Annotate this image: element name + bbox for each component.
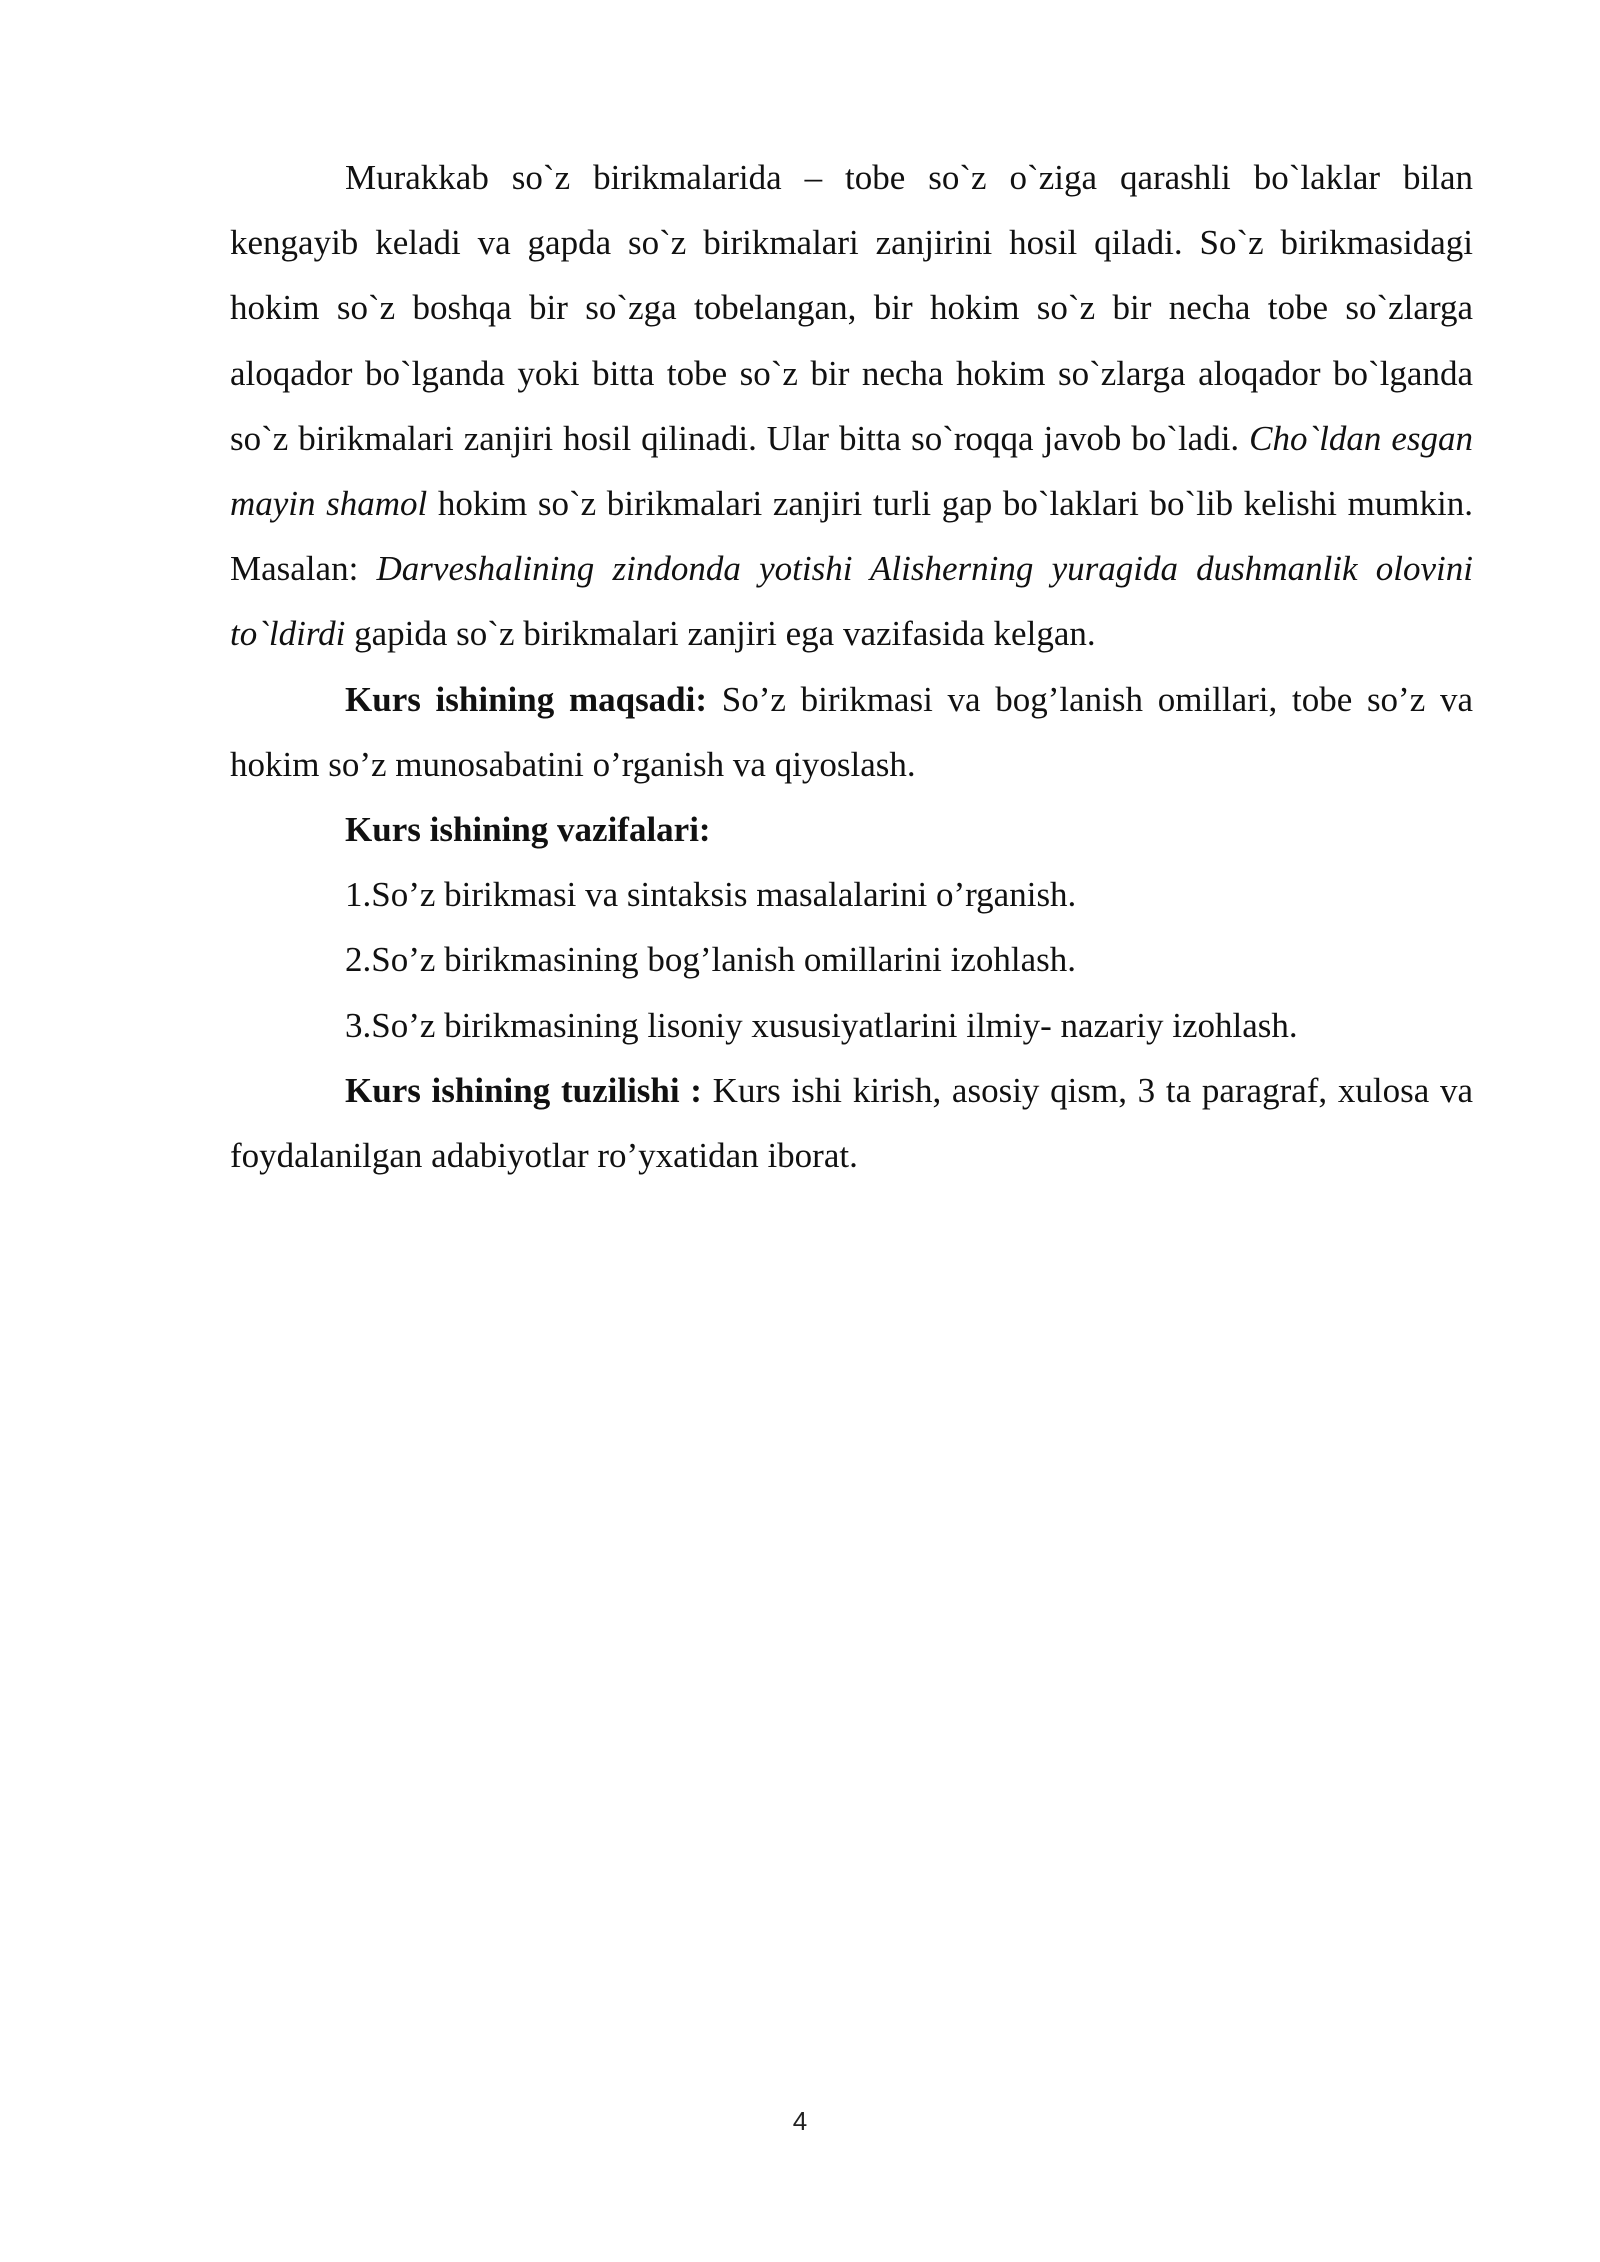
structure-label: Kurs ishining tuzilishi :: [345, 1070, 702, 1110]
goal-text: So’z birikmasi va bog’lanish omillari, tobe so’z va hokim so’z munosabatini o’rganish va qiyoslash.: [230, 679, 1473, 784]
goal-paragraph: [230, 667, 1473, 797]
page-number: 4: [792, 2106, 808, 2136]
task-item-2: 2.So’z birikmasining bog’lanish omillarini izohlash.: [345, 940, 1077, 980]
structure-text: Kurs ishi kirish, asosiy qism, 3 ta paragraf, xulosa va foydalanilgan adabiyotlar ro’yxatidan iborat.: [230, 1070, 1474, 1176]
intro-paragraph: [230, 145, 1473, 667]
tasks-heading: [230, 797, 1473, 862]
intro-text-a: Murakkab so`z birikmalarida – tobe so`z o`ziga qarashli bo`laklar bilan kengayib keladi va gapda so`z birikmalari zanjirini hosil qiladi. So`z birikmasidagi hokim so`z boshqa bir so`zga tobelangan, bir hokim so`z bir necha tobe so`zlarga aloqador bo`lganda yoki bitta tobe so`z bir necha hokim so`zlarga aloqador bo`lganda so`z birikmalari zanjiri hosil qilinadi. Ular bitta so`roqqa javob bo`ladi.: [230, 158, 1473, 458]
document-page: [230, 145, 1473, 1188]
tasks-label: Kurs ishining vazifalari:: [345, 810, 711, 850]
task-item-3: 3.So’z birikmasining lisoniy xususiyatlarini ilmiy- nazariy izohlash.: [345, 1005, 1298, 1045]
goal-label: Kurs ishining maqsadi:: [345, 679, 708, 719]
structure-paragraph: [230, 1058, 1473, 1188]
intro-example-phrase: Cho`ldan esgan mayin shamol: [230, 418, 1474, 524]
intro-example-sentence: Darveshalining zindonda yotishi Alisherning yuragida dushmanlik olovini to`ldirdi: [230, 549, 1474, 654]
intro-text-c: gapida so`z birikmalari zanjiri ega vazifasida kelgan.: [345, 614, 1096, 654]
intro-text-b: hokim so`z birikmalari zanjiri turli gap bo`laklari bo`lib kelishi mumkin. Masalan:: [230, 484, 1473, 589]
task-item-1: 1.So’z birikmasi va sintaksis masalalarini o’rganish.: [345, 875, 1077, 915]
